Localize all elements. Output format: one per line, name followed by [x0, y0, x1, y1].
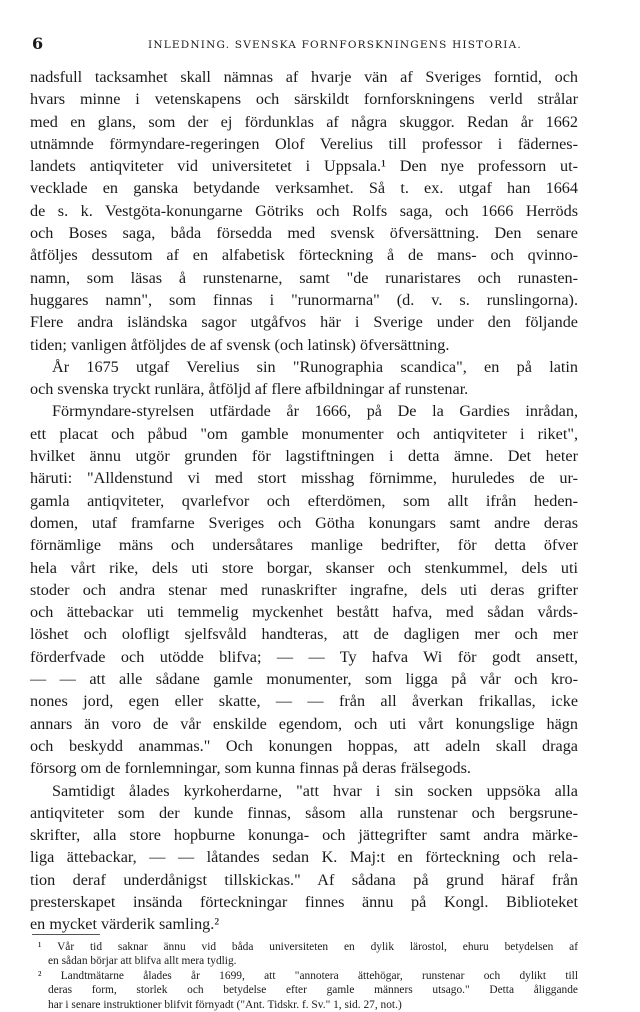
text-line: och beskydd anammas." Och konungen hoppas, att adeln skall draga	[30, 736, 578, 755]
running-head	[30, 34, 578, 60]
text-line: liga ättebackar, — — låtandes sedan K. Maj:t en förteckning och rela-	[30, 848, 578, 867]
text-line: de s. k. Vestgöta-konungarne Götriks och Rolfs saga, och 1666 Herröds	[30, 201, 578, 220]
text-line: gamla antiqviteter, qvarlefvor och efterdömen, som allt ifrån heden-	[30, 491, 578, 510]
running-head-title: INLEDNING. SVENSKA FORNFORSKNINGENS HISTORIA.	[148, 39, 522, 51]
text-line: antiqviteter som der kunde finnas, såsom alla runstenar och bergsrune-	[30, 803, 578, 822]
footnotes	[30, 940, 578, 1012]
text-line: — — att alle sådane gamle monumenter, som ligga på vår och kro-	[30, 670, 578, 689]
text-line: annars än voro de vår enskilde egendom, och uti vårt konungslige hägn	[30, 714, 578, 733]
footnote-divider	[32, 934, 100, 935]
text-line: ett placat och påbud "om gamble monumenter och antiqviteter i riket",	[30, 424, 578, 443]
text-line: domen, utaf framfarne Sveriges och Götha konungars samt andre deras	[30, 513, 578, 532]
text-line: nadsfull tacksamhet skall nämnas af hvarje vän af Sveriges forntid, och	[30, 68, 578, 86]
text-line: och svenska tryckt runlära, åtföljd af flere afbildningar af runstenar.	[30, 380, 469, 399]
text-line: och ättebackar uti temmelig myckenhet bestått hafva, med sådan vårds-	[30, 603, 578, 622]
text-line: landets antiqviteter vid universitetet i Uppsala.¹ Den nye professorn ut-	[30, 157, 578, 176]
footnote-line: en sådan börjar att blifva allt mera tydlig.	[48, 955, 237, 968]
text-line: stoder och andra stenar med runaskrifter ingrafne, dels uti deras grifter	[30, 580, 578, 599]
text-line: skrifter, alla store hopburne konunga- och jättegrifter samt andra märke-	[30, 826, 578, 845]
text-line: tiden; vanligen åtföljdes de af svensk (och latinsk) öfversättning.	[30, 335, 450, 354]
text-line: huggares namn", som finnas i "runormarna" (d. v. s. runslingorna).	[30, 290, 578, 309]
text-line: försorg om de fornlemningar, som kunna finnas på deras frälsegods.	[30, 759, 471, 778]
text-line: presterskapet insända förteckningar finnes ännu på Kongl. Biblioteket	[30, 892, 578, 911]
text-line: hvilket ännu utgör grunden för lagstiftningen i detta ämne. Det heter	[30, 447, 578, 466]
text-line: År 1675 utgaf Verelius sin "Runographia scandica", en på latin	[52, 357, 578, 376]
text-line: Förmyndare-styrelsen utfärdade år 1666, på De la Gardies inrådan,	[52, 402, 578, 421]
book-page	[30, 34, 578, 1011]
page-number: 6	[32, 34, 44, 53]
text-line: förnämlige mäns och undersåtares manlige bedrifter, för detta öfver	[30, 536, 578, 555]
text-line: med en glans, som der ej fördunklas af några skuggor. Redan år 1662	[30, 112, 578, 131]
text-line: hvars minne i vetenskapens och särskildt fornforskningens verld strålar	[30, 90, 578, 109]
text-line: häruti: "Alldenstund vi med stort misshag förnimme, huruledes de ur-	[30, 469, 578, 488]
main-text	[30, 66, 578, 936]
text-line: tion deraf underdånigst tillskickas." Af sådana på grund häraf från	[30, 870, 578, 889]
text-line: hela vårt rike, dels uti store borgar, skanser och stenkummel, dels uti	[30, 558, 578, 577]
footnote-line: har i senare instruktioner blifvit förnyadt ("Ant. Tidskr. f. Sv." 1, sid. 27, not.)	[48, 998, 402, 1011]
text-line: namn, som läsas å runstenarne, samt "de runaristares och runasten-	[30, 268, 578, 287]
text-line: utnämnde förmyndare-regeringen Olof Verelius till professor i fädernes-	[30, 134, 578, 153]
footnote-line: ² Landtmätarne ålades år 1699, att "annotera ättehögar, runstenar och dylikt till	[38, 969, 578, 982]
text-line: Samtidigt ålades kyrkoherdarne, "att hvar i sin socken uppsöka alla	[52, 781, 578, 800]
footnote-line: deras form, storlek och betydelse efter gamle männers utsago." Detta åliggande	[48, 984, 578, 997]
text-line: förderfvade och utödde blifva; — — Ty hafva Wi för godt ansett,	[30, 647, 578, 666]
text-line: Flere andra isländska sagor utgåfvos här i Sverige under den följande	[30, 313, 578, 332]
text-line: nones jord, egen eller skatte, — — från all åverkan frikallas, icke	[30, 692, 578, 711]
footnote-line: ¹ Vår tid saknar ännu vid båda universiteten en dylik lärostol, ehuru betydelsen af	[38, 941, 578, 953]
text-line: och Boses saga, båda försedda med svensk öfversättning. Den senare	[30, 224, 578, 243]
text-line: löshet och olofligt sjelfsvåld handteras, att de dagligen mer och mer	[30, 625, 578, 644]
text-line: åtföljes dessutom af en alfabetisk förteckning å de mans- och qvinno-	[30, 246, 578, 265]
text-line: en mycket värderik samling.²	[30, 915, 220, 934]
text-line: vecklade en ganska betydande verksamhet. Så t. ex. utgaf han 1664	[30, 179, 578, 198]
